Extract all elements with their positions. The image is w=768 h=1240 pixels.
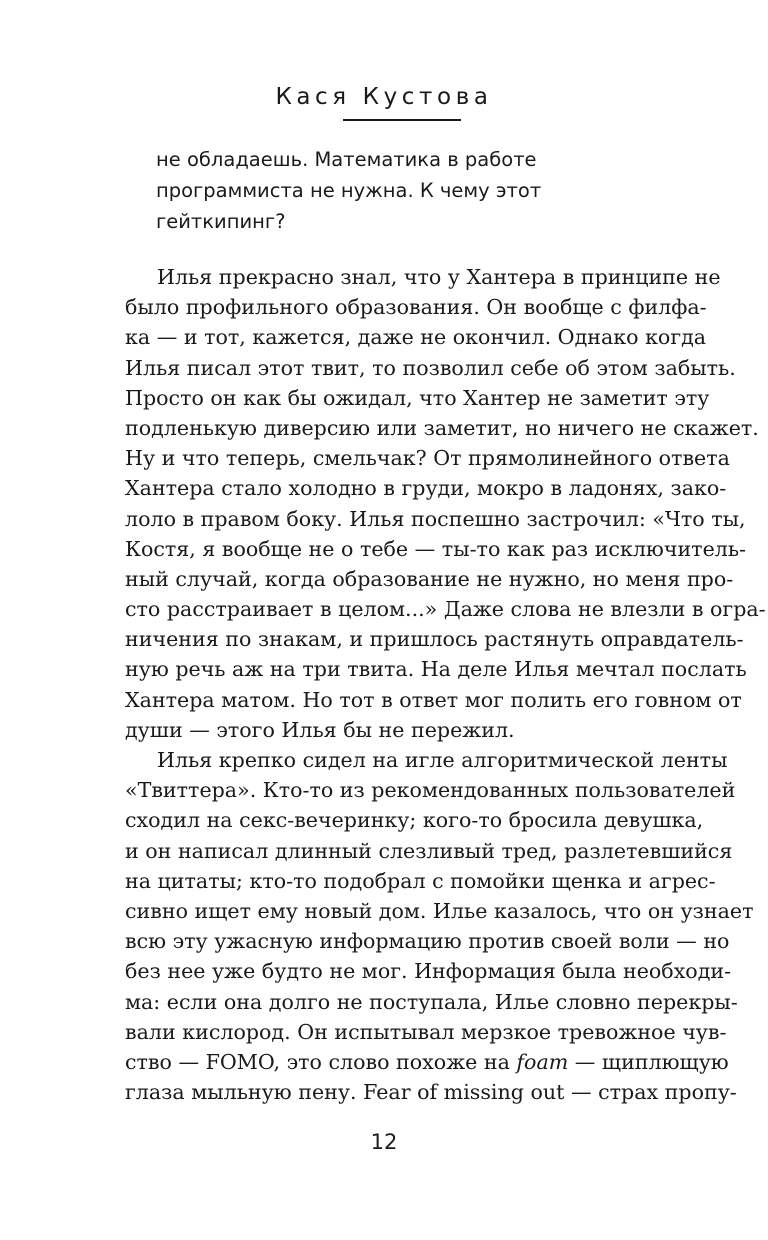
tweet-line: не обладаешь. Математика в работе — [156, 148, 537, 171]
paragraph-1-line: Илья писал этот твит, то позволил себе об этом забыть. — [125, 355, 736, 380]
paragraph-2-line: глаза мыльную пену. Fear of missing out — страх пропу- — [125, 1080, 737, 1105]
running-header-author: Кася Кустова — [275, 84, 493, 110]
paragraph-1-line: ничения по знакам, и пришлось растянуть оправдатель- — [125, 627, 744, 652]
body-text — [125, 262, 766, 1107]
paragraph-2-line-with-italic — [125, 1047, 729, 1077]
paragraph-1-line: Просто он как бы ожидал, что Хантер не заметит эту — [125, 385, 710, 410]
paragraph-1-line: лоло в правом боку. Илья поспешно застрочил: «Что ты, — [125, 506, 746, 531]
paragraph-2-line: сходил на секс-вечеринку; кого-то бросила девушка, — [125, 808, 704, 833]
paragraph-1-line: Костя, я вообще не о тебе — ты-то как раз исключитель- — [125, 536, 747, 561]
italic-word: foam — [516, 1049, 569, 1074]
paragraph-1-line: было профильного образования. Он вообще с филфа- — [125, 295, 707, 320]
tweet-line: программиста не нужна. К чему этот — [156, 179, 542, 202]
line-text-after-italic: — щиплющую — [568, 1049, 729, 1074]
paragraph-2-line: на цитаты; кто-то подобрал с помойки щенка и агрес- — [125, 868, 716, 893]
quoted-tweet — [156, 144, 596, 237]
line-text-before-italic: ство — FOMO, это слово похоже на — [125, 1049, 517, 1074]
paragraph-2-line: вали кислород. Он испытывал мерзкое тревожное чув- — [125, 1019, 727, 1044]
paragraph-2-line: и он написал длинный слезливый тред, разлетевшийся — [125, 838, 733, 863]
paragraph-1-line: сто расстраивает в целом...» Даже слова не влезли в огра- — [125, 597, 766, 622]
paragraph-1-line: ную речь аж на три твита. На деле Илья мечтал послать — [125, 657, 747, 682]
paragraph-1-line: души — этого Илья бы не пережил. — [125, 717, 515, 742]
paragraph-2-line: Илья крепко сидел на игле алгоритмической ленты — [157, 748, 728, 772]
header-rule — [343, 119, 461, 121]
paragraph-1-line: ный случай, когда образование не нужно, но меня про- — [125, 566, 734, 591]
paragraph-1-line: Ну и что теперь, смельчак? От прямолинейного ответа — [125, 446, 730, 471]
tweet-line: гейткипинг? — [156, 210, 286, 233]
paragraph-2-line: ма: если она долго не поступала, Илье словно перекры- — [125, 989, 738, 1014]
paragraph-2-line: «Твиттера». Кто-то из рекомендованных пользователей — [125, 778, 736, 803]
paragraph-2-line: без нее уже будто не мог. Информация была необходи- — [125, 959, 732, 984]
paragraph-1-line: Хантера матом. Но тот в ответ мог полить его говном от — [125, 687, 742, 712]
paragraph-1-line: ка — и тот, кажется, даже не окончил. Однако когда — [125, 325, 707, 350]
paragraph-1-line: подленькую диверсию или заметит, но ничего не скажет. — [125, 415, 759, 440]
paragraph-2-line: сивно ищет ему новый дом. Илье казалось, что он узнает — [125, 898, 754, 923]
page-number: 12 — [370, 1130, 398, 1154]
paragraph-1-line: Хантера стало холодно в груди, мокро в ладонях, зако- — [125, 476, 727, 501]
paragraph-2-line: всю эту ужасную информацию против своей воли — но — [125, 929, 730, 954]
paragraph-1-line: Илья прекрасно знал, что у Хантера в принципе не — [157, 265, 721, 289]
